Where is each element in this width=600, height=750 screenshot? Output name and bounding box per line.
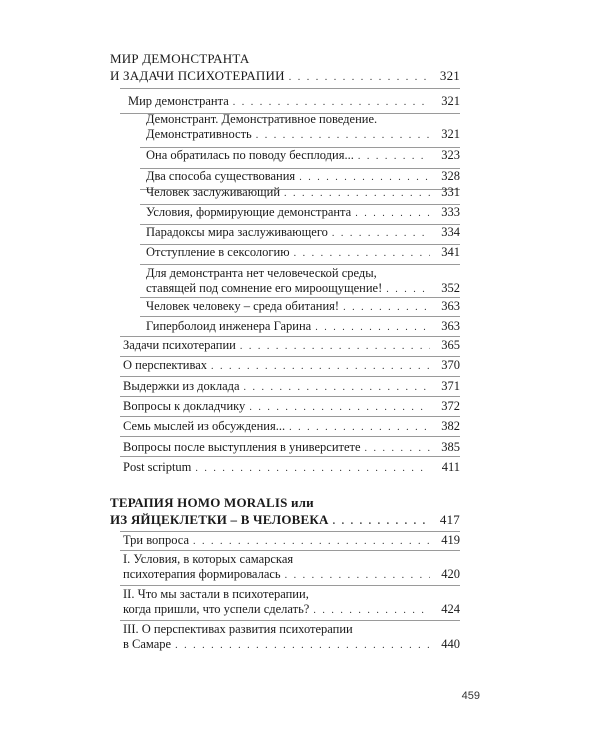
toc-entry-page: 333 bbox=[441, 205, 460, 219]
toc-entry-title: Она обратилась по поводу бесплодия... bbox=[146, 148, 354, 162]
toc-entry bbox=[146, 185, 460, 201]
separator-line bbox=[120, 416, 460, 417]
toc-entry bbox=[146, 148, 460, 164]
toc-entry-title: Вопросы к докладчику bbox=[123, 399, 246, 413]
leader-dots bbox=[365, 442, 430, 456]
toc-entry bbox=[146, 245, 460, 261]
toc-entry bbox=[123, 602, 460, 618]
toc-entry-title: Семь мыслей из обсуждения... bbox=[123, 419, 286, 433]
toc-entry-title: в Самаре bbox=[123, 637, 172, 651]
toc-entry-title: Выдержки из доклада bbox=[123, 379, 240, 393]
page-number: 459 bbox=[461, 690, 480, 702]
toc-entry bbox=[128, 94, 460, 110]
toc-entry-page: 363 bbox=[441, 299, 460, 313]
toc-entry-title: Парадоксы мира заслуживающего bbox=[146, 225, 328, 239]
leader-dots bbox=[333, 515, 430, 529]
separator-line bbox=[120, 356, 460, 357]
toc-entry-title: Вопросы после выступления в университете bbox=[123, 440, 361, 454]
toc-entry-page: 331 bbox=[441, 185, 460, 199]
toc-entry-title-line: Для демонстранта нет человеческой среды, bbox=[146, 266, 377, 280]
leader-dots bbox=[240, 340, 430, 354]
toc-entry-page: 323 bbox=[441, 148, 460, 162]
toc-entry bbox=[123, 338, 460, 354]
toc-entry-page: 363 bbox=[441, 319, 460, 333]
toc-entry bbox=[146, 127, 460, 143]
leader-dots bbox=[313, 604, 430, 618]
toc-entry-page: 424 bbox=[441, 602, 460, 616]
separator-line bbox=[120, 436, 460, 437]
toc-entry-page: 321 bbox=[441, 94, 460, 108]
separator-line bbox=[120, 88, 460, 89]
toc-entry bbox=[146, 319, 460, 335]
toc-entry-title: Три вопроса bbox=[123, 533, 190, 547]
leader-dots bbox=[358, 150, 430, 164]
separator-line bbox=[120, 585, 460, 586]
toc-entry bbox=[123, 567, 460, 583]
leader-dots bbox=[343, 301, 430, 315]
leader-dots bbox=[233, 96, 430, 110]
toc-entry-title-line: II. Что мы застали в психотерапии, bbox=[123, 587, 309, 601]
toc-entry-title: Условия, формирующие демонстранта bbox=[146, 205, 352, 219]
separator-line bbox=[120, 456, 460, 457]
toc-entry-page: 385 bbox=[441, 440, 460, 454]
leader-dots bbox=[299, 171, 430, 185]
leader-dots bbox=[175, 639, 430, 653]
toc-entry bbox=[123, 460, 460, 476]
leader-dots bbox=[332, 227, 430, 241]
leader-dots bbox=[244, 381, 430, 395]
page-number-ref: 321 bbox=[439, 68, 460, 83]
toc-entry-page: 411 bbox=[441, 460, 460, 474]
leader-dots bbox=[193, 535, 430, 549]
separator-line bbox=[140, 297, 460, 298]
leader-dots bbox=[289, 421, 430, 435]
separator-line bbox=[120, 396, 460, 397]
leader-dots bbox=[355, 207, 430, 221]
toc-entry-title-line: III. О перспективах развития психотерапии bbox=[123, 622, 353, 636]
leader-dots bbox=[315, 321, 430, 335]
toc-entry-title-line: Демонстрант. Демонстративное поведение. bbox=[146, 112, 378, 126]
toc-entry-page: 419 bbox=[441, 533, 460, 547]
section-heading-text: И ЗАДАЧИ ПСИХОТЕРАПИИ bbox=[110, 68, 285, 83]
toc-entry-page: 365 bbox=[441, 338, 460, 352]
separator-line bbox=[120, 336, 460, 337]
leader-dots bbox=[386, 283, 430, 297]
toc-entry-title: психотерапия формировалась bbox=[123, 567, 281, 581]
separator-line bbox=[120, 376, 460, 377]
toc-entry-title: Гиперболоид инженера Гарина bbox=[146, 319, 312, 333]
toc-entry-title: Человек человеку – среда обитания! bbox=[146, 299, 340, 313]
toc-entry-page: 371 bbox=[441, 379, 460, 393]
leader-dots bbox=[256, 129, 430, 143]
section-heading bbox=[110, 513, 460, 529]
toc-entry-page: 382 bbox=[441, 419, 460, 433]
toc-entry-title: Post scriptum bbox=[123, 460, 192, 474]
toc-entry-page: 372 bbox=[441, 399, 460, 413]
toc-entry-title: Отступление в сексологию bbox=[146, 245, 290, 259]
toc-entry bbox=[123, 399, 460, 415]
toc-entry-title: когда пришли, что успели сделать? bbox=[123, 602, 310, 616]
separator-line bbox=[120, 531, 460, 532]
leader-dots bbox=[285, 569, 430, 583]
toc-entry bbox=[146, 225, 460, 241]
toc-entry-page: 328 bbox=[441, 169, 460, 183]
leader-dots bbox=[289, 71, 430, 85]
section-heading-line: ТЕРАПИЯ HOMO MORALIS или bbox=[110, 495, 314, 510]
toc-entry-page: 321 bbox=[441, 127, 460, 141]
toc-entry-title: Задачи психотерапии bbox=[123, 338, 236, 352]
toc-entry bbox=[123, 533, 460, 549]
leader-dots bbox=[249, 401, 430, 415]
section-heading-line: МИР ДЕМОНСТРАНТА bbox=[110, 51, 250, 66]
toc-entry-page: 370 bbox=[441, 358, 460, 372]
section-heading bbox=[110, 69, 460, 85]
toc-entry-title: Два способа существования bbox=[146, 169, 296, 183]
toc-entry-page: 420 bbox=[441, 567, 460, 581]
leader-dots bbox=[195, 462, 430, 476]
section-heading-text: ИЗ ЯЙЦЕКЛЕТКИ – В ЧЕЛОВЕКА bbox=[110, 512, 329, 527]
toc-entry-title: О перспективах bbox=[123, 358, 208, 372]
page-number-ref: 417 bbox=[439, 512, 460, 527]
toc-entry-title-line: I. Условия, в которых самарская bbox=[123, 552, 294, 566]
toc-entry bbox=[123, 419, 460, 435]
separator-line bbox=[140, 264, 460, 265]
toc-entry-title: ставящей под сомнение его мироощущение! bbox=[146, 281, 383, 295]
leader-dots bbox=[211, 360, 430, 374]
leader-dots bbox=[294, 247, 430, 261]
toc-entry bbox=[146, 169, 460, 185]
toc-entry bbox=[146, 205, 460, 221]
toc-entry bbox=[146, 299, 460, 315]
toc-entry bbox=[123, 440, 460, 456]
toc-entry bbox=[123, 637, 460, 653]
toc-entry-page: 334 bbox=[441, 225, 460, 239]
toc-entry bbox=[146, 281, 460, 297]
toc-entry-page: 352 bbox=[441, 281, 460, 295]
toc-entry bbox=[123, 358, 460, 374]
toc-entry-page: 341 bbox=[441, 245, 460, 259]
leader-dots bbox=[284, 187, 430, 201]
toc-entry-title: Человек заслуживающий bbox=[146, 185, 281, 199]
toc-entry-title: Мир демонстранта bbox=[128, 94, 229, 108]
toc-entry-title: Демонстративность bbox=[146, 127, 252, 141]
toc-entry-page: 440 bbox=[441, 637, 460, 651]
separator-line bbox=[140, 316, 460, 317]
separator-line bbox=[120, 550, 460, 551]
toc-entry bbox=[123, 379, 460, 395]
separator-line bbox=[120, 620, 460, 621]
